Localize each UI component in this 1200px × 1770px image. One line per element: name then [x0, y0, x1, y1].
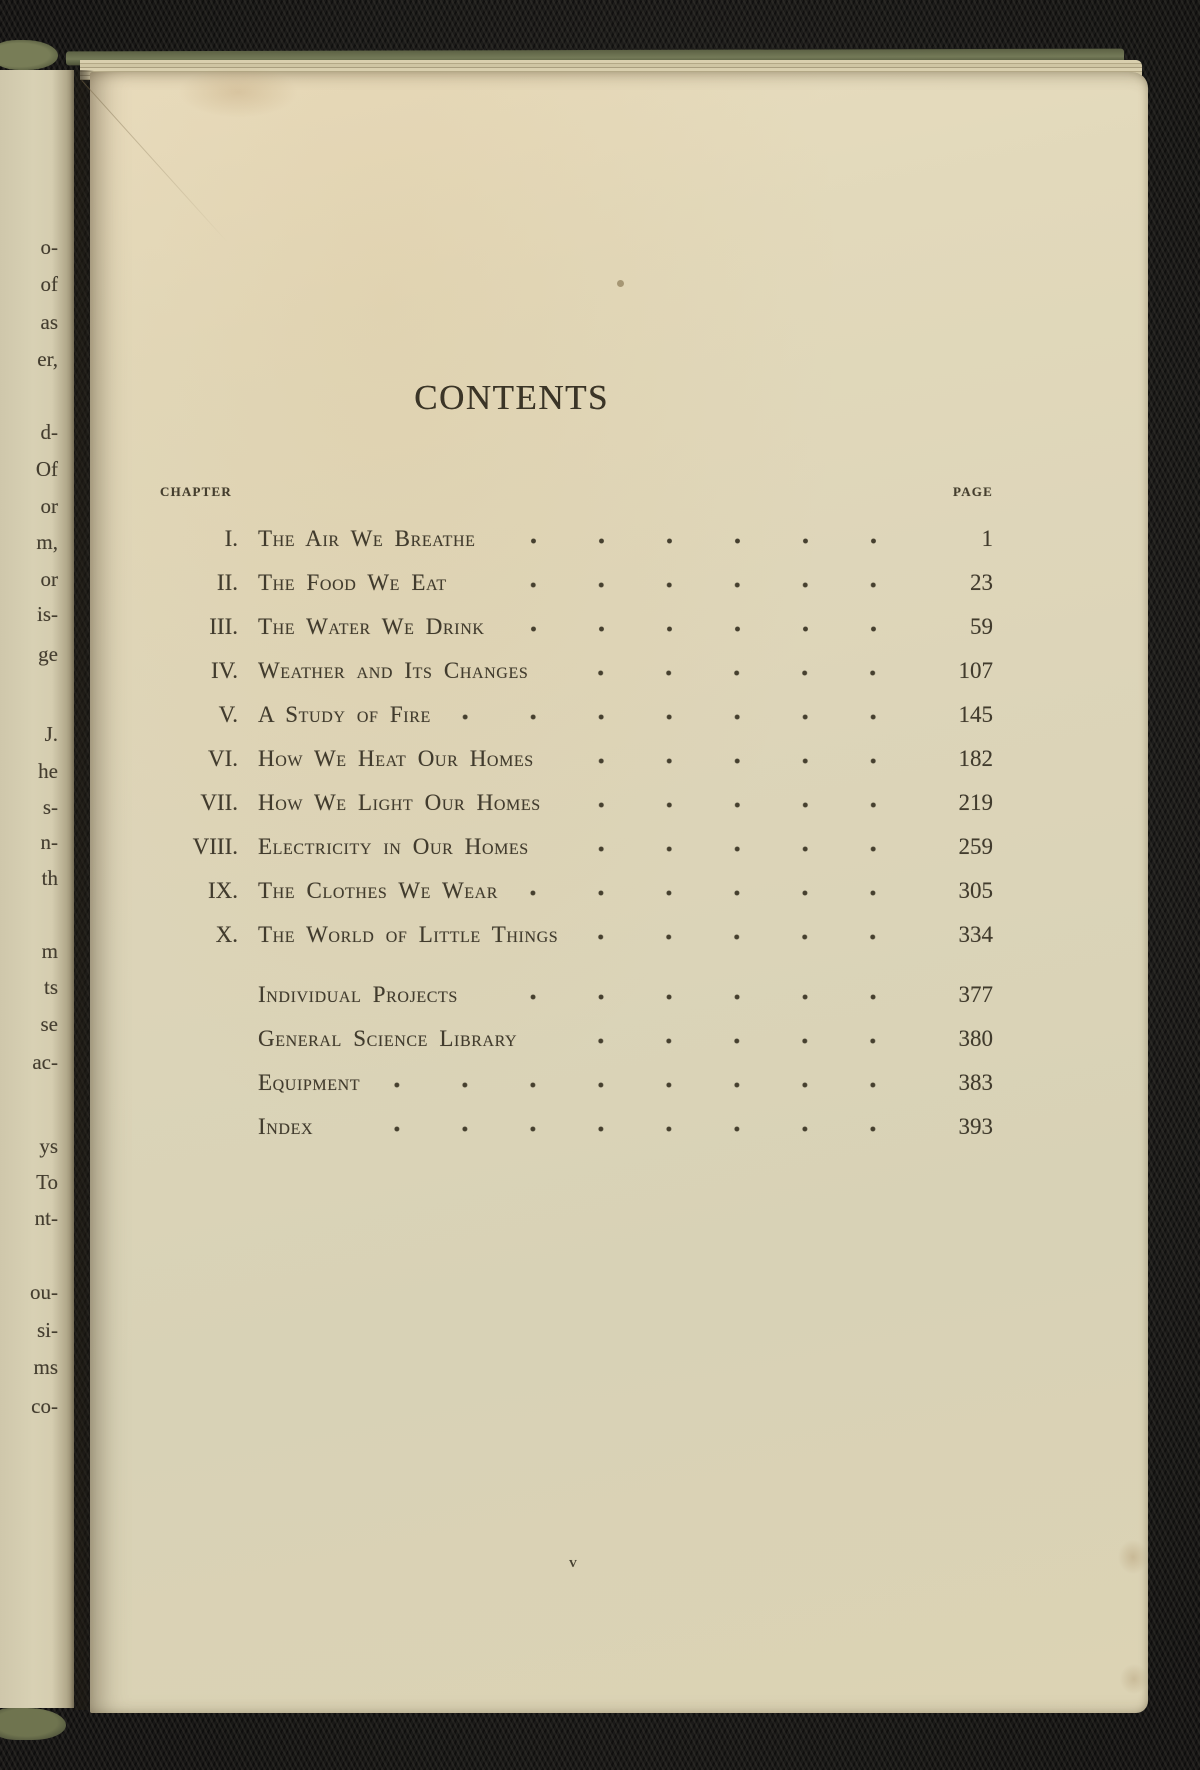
chapter-numeral: VII. — [200, 789, 238, 815]
page-number: 305 — [958, 877, 993, 903]
chapter-numeral: IX. — [207, 877, 238, 903]
paper-stain — [1120, 1664, 1148, 1694]
dot-leader — [388, 1082, 907, 1088]
book-cover-corner-bottom-left — [0, 1708, 66, 1740]
text-fragment: or — [40, 494, 58, 518]
text-fragment: er, — [37, 347, 58, 371]
dot-leader — [475, 582, 907, 588]
text-fragment: ys — [39, 1134, 58, 1158]
toc-entry — [160, 772, 993, 816]
text-fragment: se — [40, 1012, 58, 1036]
chapter-title: The World of Little Things — [258, 921, 559, 947]
page-number: 59 — [970, 613, 993, 639]
toc-entry — [160, 508, 993, 552]
page-number: 259 — [958, 833, 993, 859]
chapter-title: A Study of Fire — [258, 701, 431, 727]
page-number: 380 — [958, 1025, 993, 1051]
text-fragment: or — [40, 567, 58, 591]
text-fragment: of — [40, 272, 58, 296]
back-matter-title: Index — [258, 1113, 314, 1139]
text-fragment: ac- — [32, 1050, 58, 1074]
text-fragment: co- — [31, 1394, 58, 1418]
chapter-title: The Water We Drink — [258, 613, 485, 639]
back-matter-entry — [160, 1008, 993, 1052]
dot-leader — [557, 846, 907, 852]
page-number: 1 — [981, 525, 993, 551]
text-fragment: m, — [36, 530, 58, 554]
dot-leader — [545, 1038, 907, 1044]
chapter-title: How We Heat Our Homes — [258, 745, 534, 771]
chapter-title: Electricity in Our Homes — [258, 833, 529, 859]
page-number: 393 — [958, 1113, 993, 1139]
book-cover-corner-top-left — [0, 40, 58, 70]
dot-leader — [569, 802, 907, 808]
text-fragment: ms — [33, 1355, 58, 1379]
text-fragment: he — [38, 759, 58, 783]
text-fragment: si- — [37, 1318, 58, 1342]
chapter-numeral: I. — [224, 525, 238, 551]
page-number: 383 — [958, 1069, 993, 1095]
page-number: 107 — [958, 657, 993, 683]
chapter-title: The Air We Breathe — [258, 525, 476, 551]
text-fragment: m — [41, 939, 58, 963]
text-fragment: ou- — [30, 1280, 58, 1304]
chapter-numeral: VI. — [207, 745, 238, 771]
dot-leader — [513, 626, 907, 632]
dot-leader — [586, 934, 907, 940]
chapter-numeral: V. — [218, 701, 238, 727]
chapter-numeral: II. — [216, 569, 238, 595]
text-fragment: ts — [43, 975, 58, 999]
paper-stain — [1118, 1540, 1148, 1574]
text-fragment: d- — [40, 420, 58, 444]
toc-entry — [160, 728, 993, 772]
back-matter-title: Individual Projects — [258, 981, 458, 1007]
paper-speck — [617, 280, 624, 287]
page-number: 334 — [958, 921, 993, 947]
toc-entry — [160, 684, 993, 728]
facing-page-strip — [0, 70, 74, 1708]
chapter-numeral: IV. — [210, 657, 238, 683]
text-fragment: is- — [37, 602, 58, 626]
page-number: 23 — [970, 569, 993, 595]
toc-entry — [160, 816, 993, 860]
chapter-numeral: III. — [209, 613, 238, 639]
folio-page-number: v — [569, 1554, 577, 1571]
text-fragment: Of — [35, 457, 58, 481]
toc-entry — [160, 640, 993, 684]
text-fragment: nt- — [34, 1206, 58, 1230]
toc-entry — [160, 552, 993, 596]
chapter-title: Weather and Its Changes — [258, 657, 529, 683]
contents-heading: CONTENTS — [414, 378, 609, 417]
chapter-numeral: X. — [215, 921, 238, 947]
text-fragment: n- — [40, 830, 58, 854]
dot-leader — [526, 890, 907, 896]
back-matter-entry — [160, 1096, 993, 1140]
back-matter-title: General Science Library — [258, 1025, 518, 1051]
text-fragment: th — [41, 866, 58, 890]
chapter-title: How We Light Our Homes — [258, 789, 541, 815]
back-matter-entry — [160, 1052, 993, 1096]
chapter-title: The Clothes We Wear — [258, 877, 499, 903]
column-labels — [160, 484, 993, 500]
chapter-numeral: VIII. — [192, 833, 238, 859]
page-number: 219 — [958, 789, 993, 815]
dot-leader — [341, 1126, 907, 1132]
text-fragment: s- — [42, 795, 58, 819]
chapter-title: The Food We Eat — [258, 569, 447, 595]
toc-entry — [160, 596, 993, 640]
text-fragment: ge — [38, 642, 58, 666]
toc-entries — [160, 508, 993, 948]
dot-leader — [562, 758, 907, 764]
dot-leader — [459, 714, 907, 720]
text-fragment: as — [40, 310, 58, 334]
toc-content — [90, 378, 1148, 1140]
back-matter-entries — [160, 964, 993, 1140]
text-fragment: J. — [44, 722, 58, 746]
toc-entry — [160, 860, 993, 904]
paper-stain — [178, 66, 298, 118]
page-number: 145 — [958, 701, 993, 727]
dot-leader — [556, 670, 907, 676]
page-column-label: PAGE — [953, 484, 993, 499]
dot-leader — [504, 538, 907, 544]
text-fragment: To — [36, 1170, 58, 1194]
back-matter-title: Equipment — [258, 1069, 361, 1095]
contents-page — [90, 72, 1148, 1713]
toc-entry — [160, 904, 993, 948]
text-fragment: o- — [40, 235, 58, 259]
dot-leader — [486, 994, 907, 1000]
page-number: 377 — [958, 981, 993, 1007]
chapter-column-label: CHAPTER — [160, 484, 232, 499]
back-matter-entry — [160, 964, 993, 1008]
page-number: 182 — [958, 745, 993, 771]
